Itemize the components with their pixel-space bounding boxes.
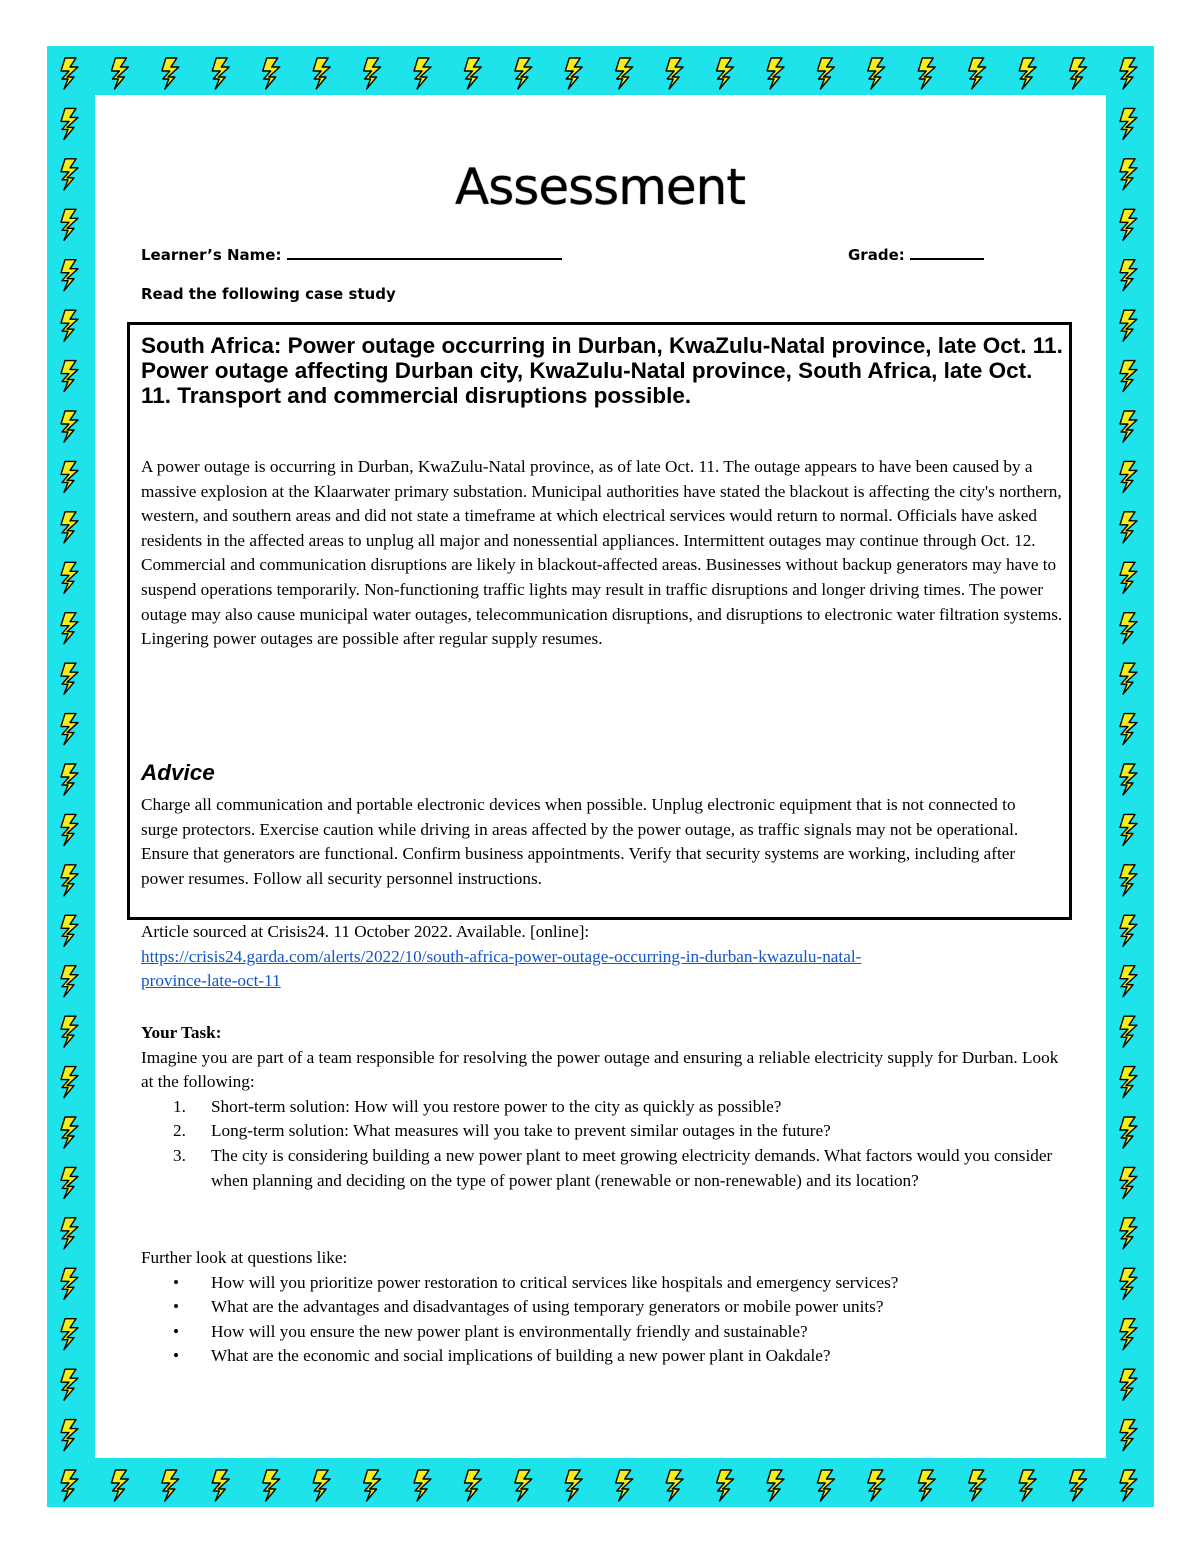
lightning-bolt-icon [868,1470,885,1501]
lightning-bolt-icon [464,1470,481,1501]
learner-name-line[interactable] [287,243,562,260]
lightning-bolt-icon [61,1268,78,1299]
lightning-bolt-icon [515,58,532,89]
lightning-bolt-icon [61,260,78,291]
bullet-icon: • [173,1321,180,1341]
list-item-text: The city is considering building a new power plant to meet growing electricity demands. What factors would you consider when planning and deciding on the type of power plant (renewable or non-renewable) and its location? [211,1145,1053,1190]
case-study-body [141,455,1066,652]
lightning-bolt-icon [111,58,128,89]
lightning-bolt-icon [61,1470,78,1501]
bullet-icon: • [173,1272,180,1292]
task-intro: Imagine you are part of a team responsible for resolving the power outage and ensuring a reliable electricity supply for Durban. Look at the following: [141,1047,1059,1092]
list-item [141,1295,1071,1320]
lightning-bolt-icon [263,58,280,89]
case-study-headline: South Africa: Power outage occurring in Durban, KwaZulu-Natal province, late Oct. 11. Power outage affecting Durban city, KwaZulu-Natal province, South Africa, late Oct. 11. Transport and commercial disruptions possible. [141,333,1063,408]
list-number: 3. [173,1145,186,1165]
lightning-bolt-icon [1120,1268,1137,1299]
lightning-bolt-icon [263,1470,280,1501]
instruction-text: Read the following case study [141,285,396,303]
lightning-bolt-icon [918,1470,935,1501]
lightning-bolt-icon [61,58,78,89]
learner-name-field[interactable] [141,243,562,264]
grade-field[interactable] [848,243,984,264]
lightning-bolt-icon [1120,1420,1137,1451]
bullet-icon: • [173,1346,180,1366]
list-item [141,1271,1071,1296]
lightning-bolt-icon [364,58,381,89]
lightning-bolt-icon [61,361,78,392]
lightning-bolt-icon [61,663,78,694]
lightning-bolt-icon [817,58,834,89]
lightning-bolt-icon [969,58,986,89]
lightning-bolt-icon [61,714,78,745]
list-item [141,1344,1071,1369]
lightning-bolt-icon [767,1470,784,1501]
lightning-bolt-icon [1120,764,1137,795]
case-study-paragraph-1: A power outage is occurring in Durban, KwaZulu-Natal province, as of late Oct. 11. The outage appears to have been caused by a massive explosion at the Klaarwater primary substation. Municipal authorities have stated the blackout is affecting the city's northern, western, and southern areas and did not state a timeframe at which electrical services would return to normal. Officials have asked residents in the affected areas to unplug all major and nonessential appliances. Intermittent outages may continue through Oct. 12. [141,457,1062,550]
lightning-bolt-icon [1120,613,1137,644]
lightning-bolt-icon [1120,1319,1137,1350]
lightning-bolt-icon [313,1470,330,1501]
lightning-bolt-icon [61,1117,78,1148]
list-item-text: Long-term solution: What measures will you take to prevent similar outages in the future? [211,1121,831,1141]
task-section [141,1021,1071,1193]
lightning-bolt-icon [1120,663,1137,694]
lightning-bolt-icon [1120,865,1137,896]
lightning-bolt-icon [1120,562,1137,593]
lightning-bolt-icon [464,58,481,89]
lightning-bolt-icon [414,58,431,89]
article-source [141,920,1071,994]
list-number: 2. [173,1121,186,1141]
lightning-bolt-icon [61,966,78,997]
lightning-bolt-icon [1120,260,1137,291]
grade-label: Grade: [848,246,905,264]
lightning-bolt-icon [1120,58,1137,89]
lightning-bolt-icon [61,1369,78,1400]
lightning-bolt-icon [61,1016,78,1047]
lightning-bolt-icon [616,1470,633,1501]
lightning-bolt-icon [61,1319,78,1350]
task-heading: Your Task: [141,1023,222,1042]
page-title: Assessment [455,158,745,216]
source-link-line-2[interactable]: province-late-oct-11 [141,971,281,991]
lightning-bolt-icon [61,512,78,543]
lightning-bolt-icon [111,1470,128,1501]
lightning-bolt-icon [61,1067,78,1098]
lightning-bolt-icon [1070,58,1087,89]
lightning-bolt-icon [162,58,179,89]
bullet-icon: • [173,1297,180,1317]
lightning-bolt-icon [1019,58,1036,89]
learner-name-label: Learner’s Name: [141,246,282,264]
lightning-bolt-icon [61,1167,78,1198]
lightning-bolt-icon [414,1470,431,1501]
lightning-bolt-icon [1120,512,1137,543]
list-item [141,1119,1071,1144]
lightning-bolt-icon [1120,1167,1137,1198]
lightning-bolt-icon [61,108,78,139]
lightning-bolt-icon [1120,1470,1137,1501]
lightning-bolt-icon [616,58,633,89]
lightning-bolt-icon [717,1470,734,1501]
lightning-bolt-icon [1120,1067,1137,1098]
lightning-bolt-icon [61,1218,78,1249]
lightning-bolt-icon [61,1420,78,1451]
lightning-bolt-icon [1120,1016,1137,1047]
list-item-text: Short-term solution: How will you restore power to the city as quickly as possible? [211,1096,782,1116]
lightning-bolt-icon [1120,966,1137,997]
lightning-bolt-icon [666,1470,683,1501]
lightning-bolt-icon [1120,361,1137,392]
list-item [141,1320,1071,1345]
lightning-bolt-icon [1070,1470,1087,1501]
lightning-bolt-icon [1120,310,1137,341]
lightning-bolt-icon [1120,1218,1137,1249]
advice-heading: Advice [141,760,215,785]
lightning-bolt-icon [61,461,78,492]
list-item-text: What are the economic and social implications of building a new power plant in Oakdale? [211,1346,831,1366]
list-item-text: What are the advantages and disadvantages of using temporary generators or mobile power units? [211,1297,884,1317]
source-link-line-1[interactable]: https://crisis24.garda.com/alerts/2022/10/south-africa-power-outage-occurring-in-durban-kwazulu-natal- [141,946,862,966]
lightning-bolt-icon [1120,714,1137,745]
lightning-bolt-icon [61,764,78,795]
list-number: 1. [173,1096,186,1116]
further-list [141,1271,1071,1369]
lightning-bolt-icon [212,58,229,89]
lightning-bolt-icon [666,58,683,89]
lightning-bolt-icon [212,1470,229,1501]
lightning-bolt-icon [1120,915,1137,946]
lightning-bolt-icon [61,310,78,341]
list-item-text: How will you prioritize power restoration to critical services like hospitals and emergency services? [211,1272,899,1292]
lightning-bolt-icon [61,411,78,442]
lightning-bolt-icon [313,58,330,89]
source-text: Article sourced at Crisis24. 11 October 2022. Available. [online]: [141,922,590,941]
list-item-text: How will you ensure the new power plant is environmentally friendly and sustainable? [211,1321,808,1341]
lightning-bolt-icon [1120,814,1137,845]
list-item [141,1095,1071,1120]
lightning-bolt-icon [1120,1369,1137,1400]
list-item [141,1144,1071,1193]
case-study-paragraph-2: Commercial and communication disruptions are likely in blackout-affected areas. Businesses without backup generators may have to suspend operations temporarily. Non-functioning traffic lights may result in traffic disruptions and longer driving times. The power outage may also cause municipal water outages, telecommunication disruptions, and disruptions to electronic water filtration systems. Lingering power outages are possible after regular supply resumes. [141,555,1063,649]
lightning-bolt-icon [1019,1470,1036,1501]
lightning-bolt-icon [162,1470,179,1501]
advice-text: Charge all communication and portable electronic devices when possible. Unplug electronic equipment that is not connected to surge protectors. Exercise caution while driving in areas affected by the power outage, as traffic signals may not be operational. Ensure that generators are functional. Confirm business appointments. Verify that security systems are working, including after power resumes. Follow all security personnel instructions. [141,795,1019,888]
lightning-bolt-icon [969,1470,986,1501]
lightning-bolt-icon [1120,108,1137,139]
lightning-bolt-icon [868,58,885,89]
lightning-bolt-icon [61,562,78,593]
lightning-bolt-icon [918,58,935,89]
lightning-bolt-icon [565,58,582,89]
grade-line[interactable] [910,243,984,260]
lightning-bolt-icon [1120,411,1137,442]
lightning-bolt-icon [61,814,78,845]
lightning-bolt-icon [61,915,78,946]
lightning-bolt-icon [61,865,78,896]
further-intro: Further look at questions like: [141,1248,348,1267]
further-questions-section [141,1246,1071,1369]
lightning-bolt-icon [61,613,78,644]
lightning-bolt-icon [817,1470,834,1501]
lightning-bolt-icon [565,1470,582,1501]
task-list [141,1095,1071,1193]
lightning-bolt-icon [364,1470,381,1501]
lightning-bolt-icon [1120,1117,1137,1148]
lightning-bolt-icon [767,58,784,89]
lightning-bolt-icon [717,58,734,89]
lightning-bolt-icon [515,1470,532,1501]
lightning-bolt-icon [1120,461,1137,492]
